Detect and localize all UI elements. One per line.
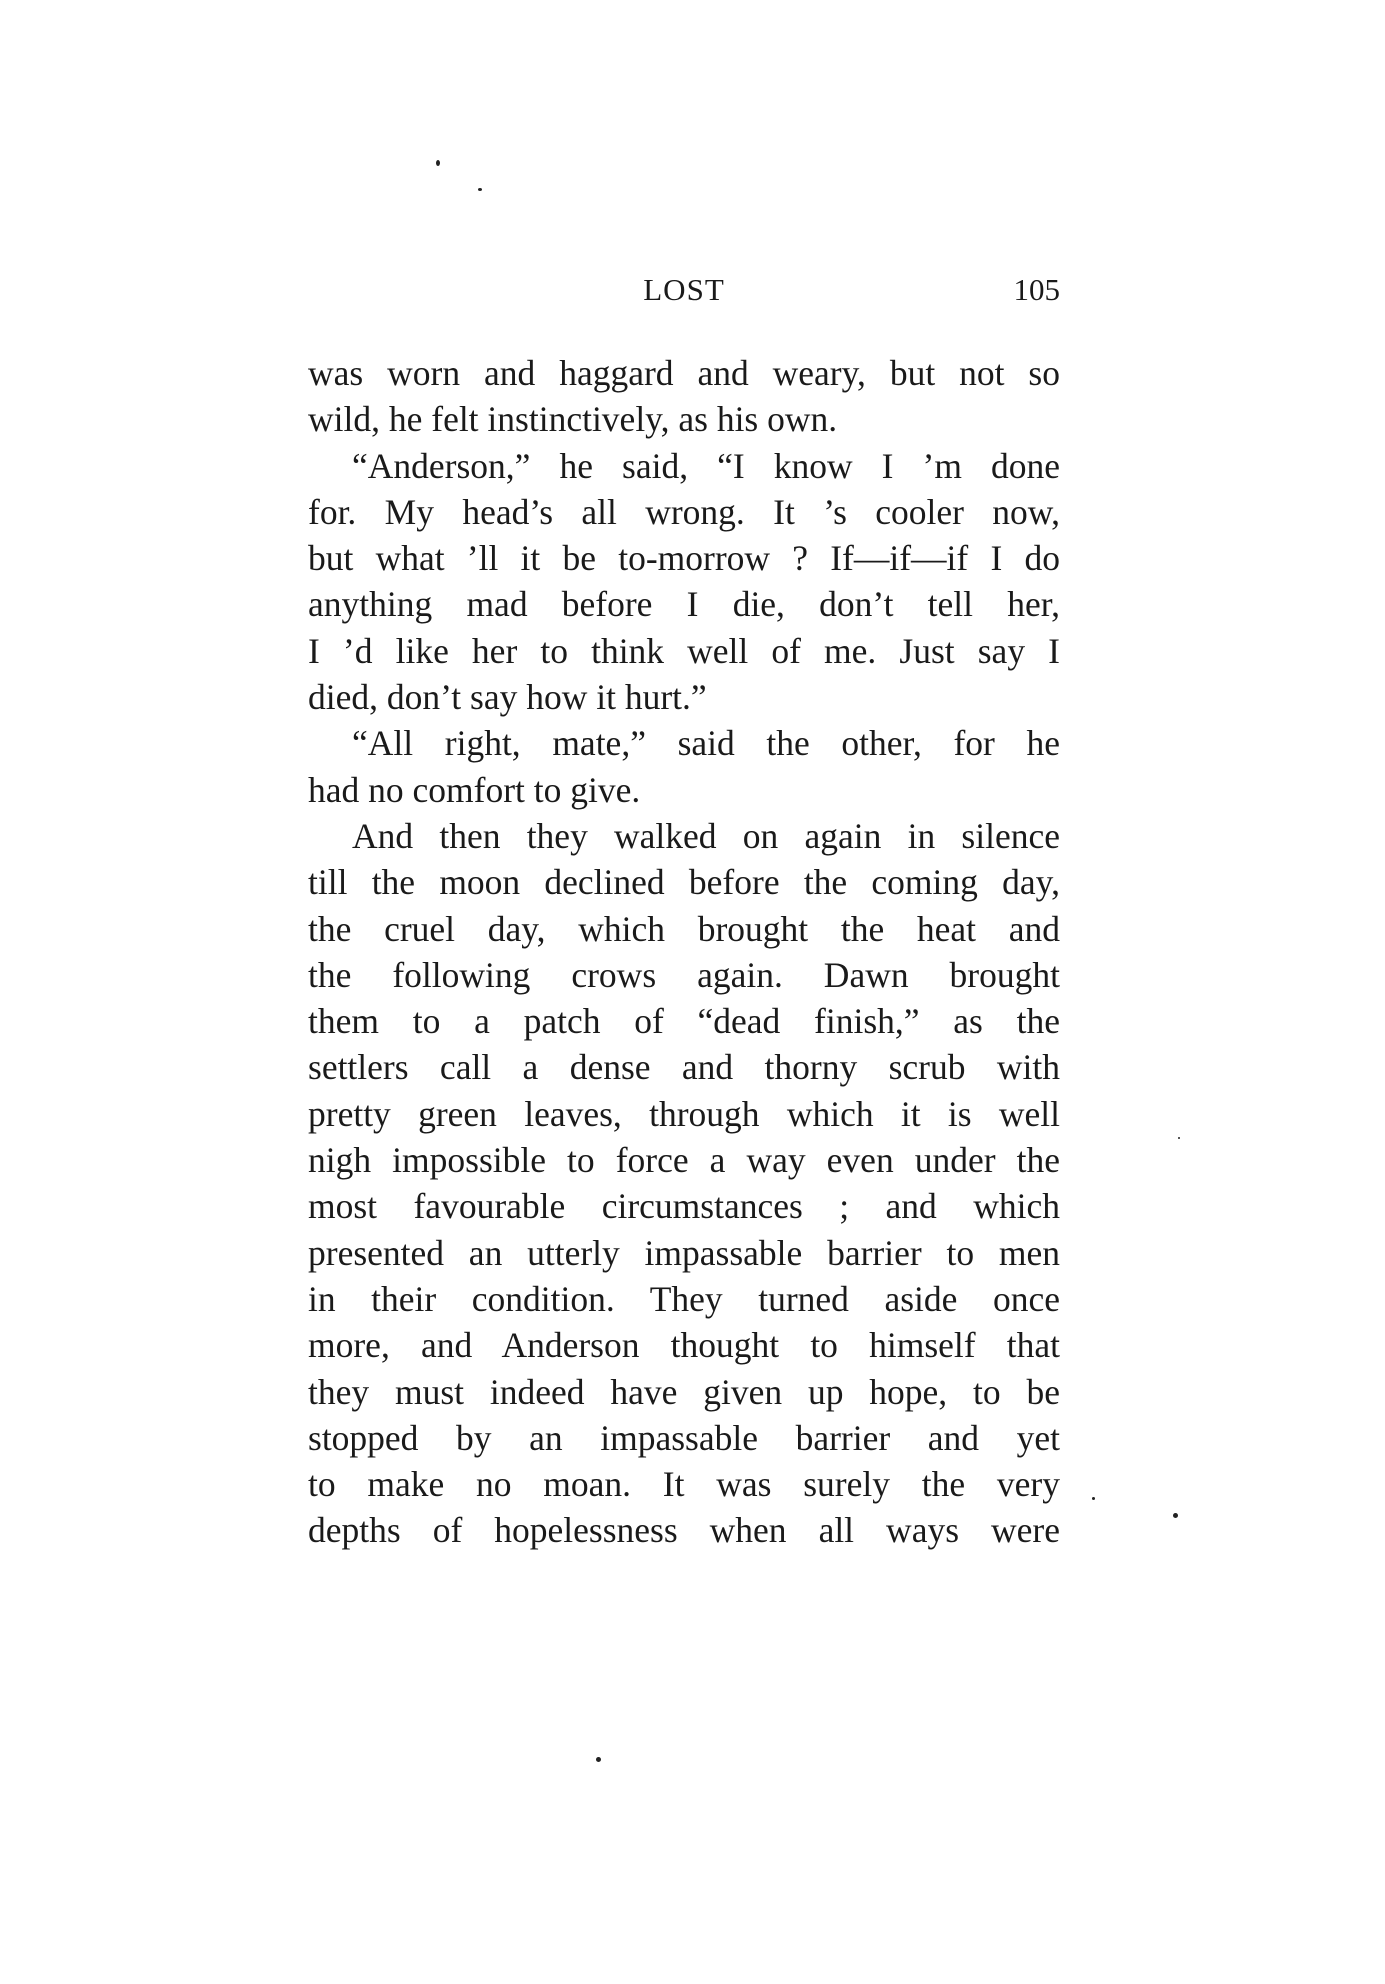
text-line: in their condition. They turned aside once (308, 1278, 1060, 1319)
text-line: “Anderson,” he said, “I know I ’m done (352, 445, 1060, 486)
text-line: wild, he felt instinctively, as his own. (308, 399, 838, 440)
text-line: And then they walked on again in silence (352, 815, 1060, 856)
text-line: presented an utterly impassable barrier to men (308, 1232, 1060, 1273)
text-line: more, and Anderson thought to himself that (308, 1325, 1060, 1366)
text-line: settlers call a dense and thorny scrub with (308, 1047, 1060, 1088)
text-line: depths of hopelessness when all ways were (308, 1510, 1060, 1551)
scan-speck (596, 1757, 601, 1762)
paragraph (308, 720, 1060, 813)
text-line: for. My head’s all wrong. It ’s cooler now, (308, 491, 1060, 532)
scan-speck (436, 160, 440, 166)
text-line: they must indeed have given up hope, to be (308, 1371, 1060, 1412)
text-line: pretty green leaves, through which it is well (308, 1093, 1060, 1134)
scan-speck (1173, 1513, 1178, 1518)
text-line: till the moon declined before the coming day, (308, 862, 1060, 903)
text-line: but what ’ll it be to-morrow ? If—if—if I do (308, 538, 1060, 579)
scan-speck (478, 188, 482, 191)
text-line: nigh impossible to force a way even under the (308, 1140, 1060, 1181)
paragraph (308, 350, 1060, 443)
page-header (308, 272, 1060, 320)
text-line: them to a patch of “dead finish,” as the (308, 1001, 1060, 1042)
text-line: anything mad before I die, don’t tell her, (308, 584, 1060, 625)
text-line: most favourable circumstances ; and which (308, 1186, 1060, 1227)
text-line: had no comfort to give. (308, 769, 641, 810)
text-line: stopped by an impassable barrier and yet (308, 1417, 1060, 1458)
scan-speck (1178, 1137, 1180, 1139)
text-line: died, don’t say how it hurt.” (308, 677, 707, 718)
scan-speck (1092, 1497, 1095, 1500)
text-line: I ’d like her to think well of me. Just say I (308, 630, 1060, 671)
body-text (308, 350, 1060, 1554)
text-line: the cruel day, which brought the heat and (308, 908, 1060, 949)
paragraph (308, 813, 1060, 1554)
page-number: 105 (1013, 272, 1060, 307)
text-line: “All right, mate,” said the other, for he (352, 723, 1060, 764)
text-line: to make no moan. It was surely the very (308, 1464, 1060, 1505)
text-line: was worn and haggard and weary, but not so (308, 353, 1060, 393)
paragraph (308, 443, 1060, 721)
text-line: the following crows again. Dawn brought (308, 954, 1060, 995)
running-title: LOST (643, 272, 725, 307)
